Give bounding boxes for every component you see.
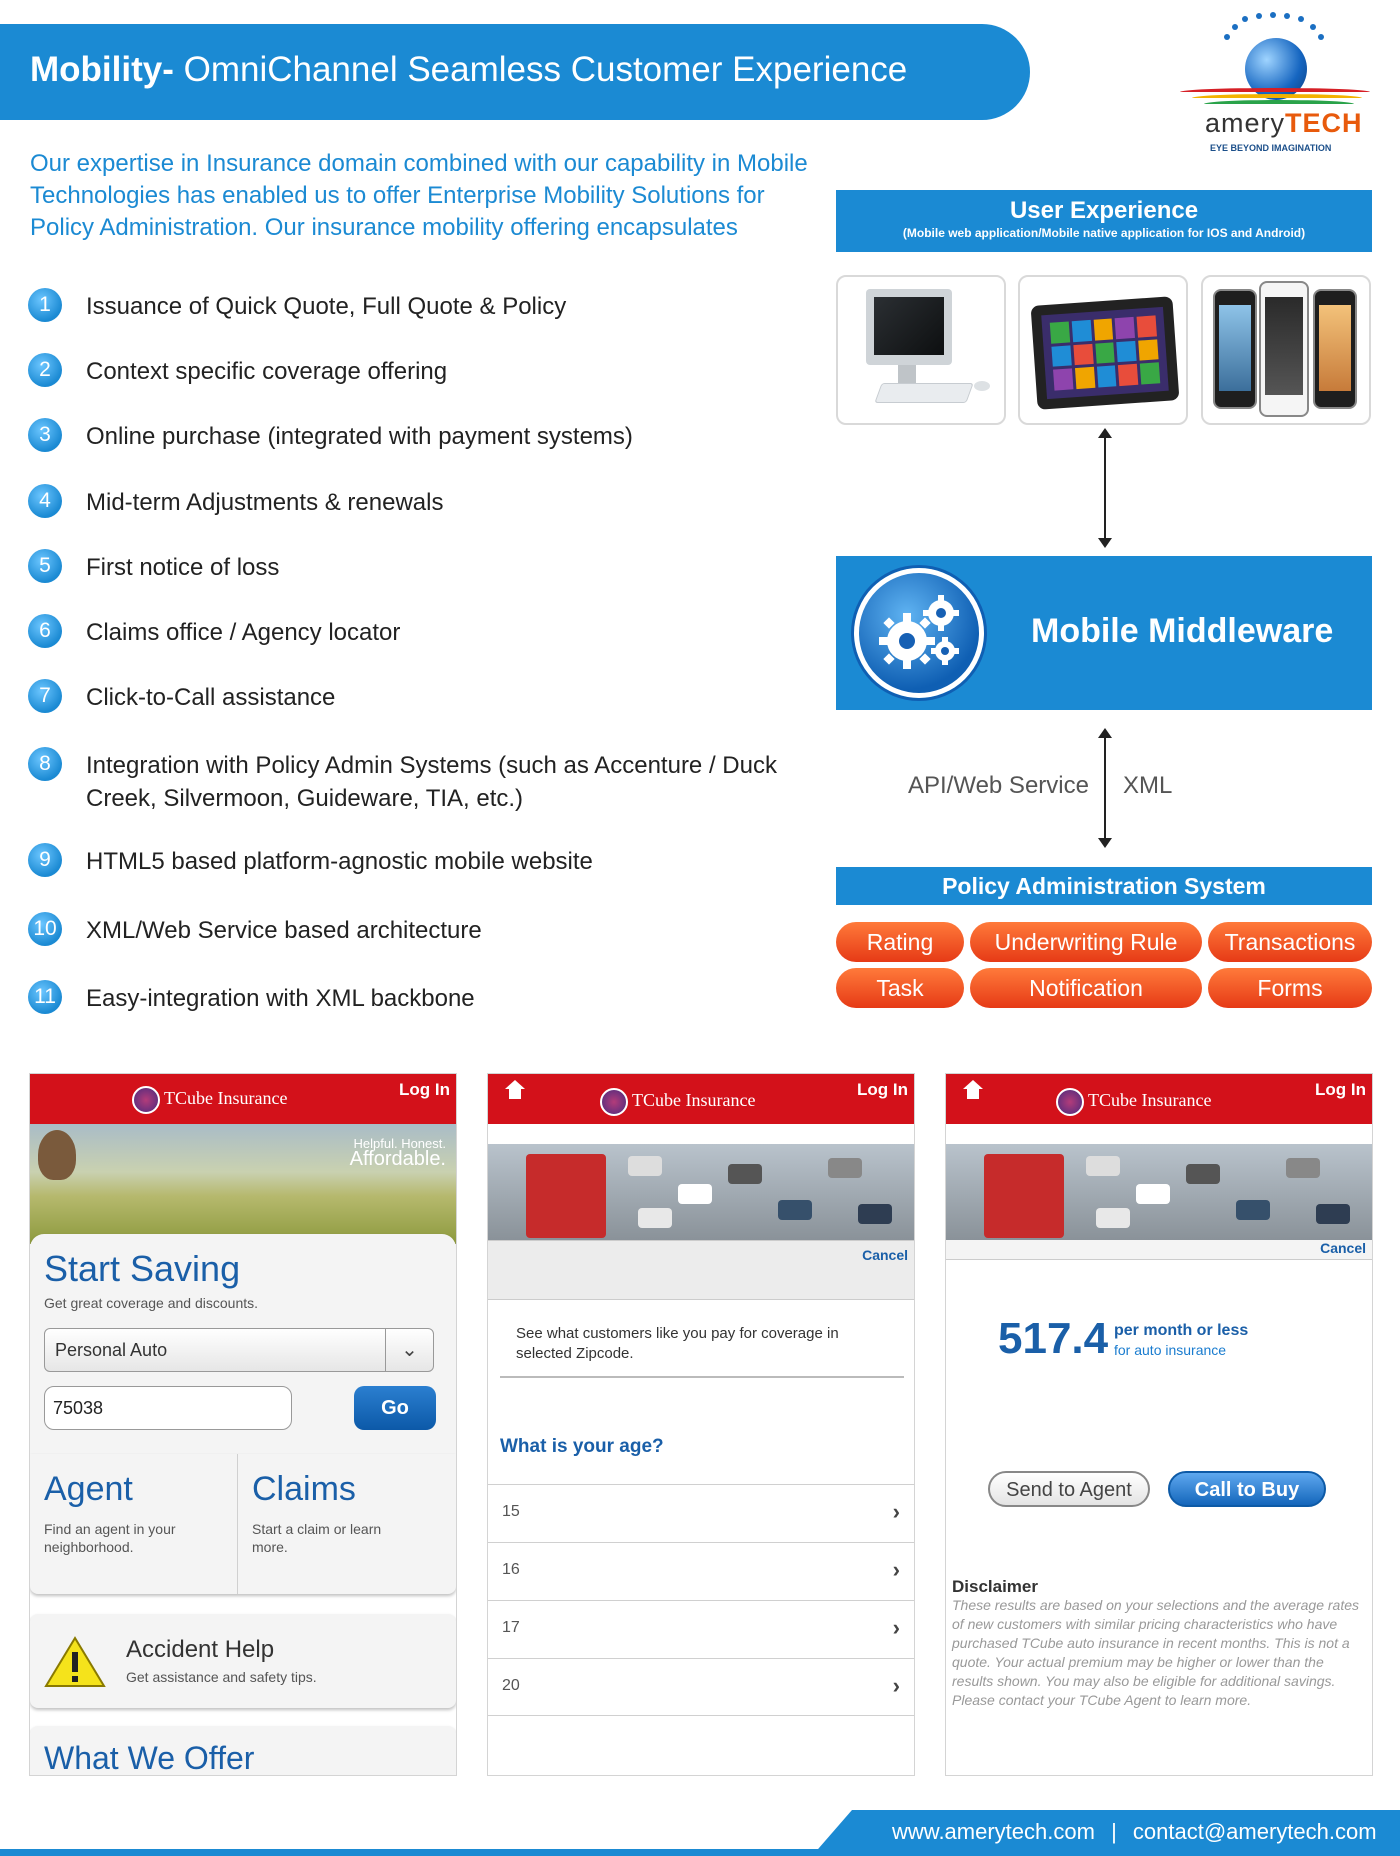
feature-text: Issuance of Quick Quote, Full Quote & Policy xyxy=(86,293,567,320)
feature-text: Click-to-Call assistance xyxy=(86,684,336,711)
mobile-screen-home xyxy=(29,1073,457,1776)
agent-claims-card xyxy=(30,1454,456,1594)
feature-text: Mid-term Adjustments & renewals xyxy=(86,489,444,516)
login-link[interactable]: Log In xyxy=(399,1080,450,1099)
feature-text: Integration with Policy Admin Systems (such as Accenture / Duck Creek, Silvermoon, Guideware, TIA, etc.) xyxy=(86,752,777,812)
feature-item xyxy=(28,355,828,388)
agent-subtitle: Find an agent in your neighborhood. xyxy=(44,1521,176,1555)
header-banner xyxy=(0,24,1030,120)
gears-icon xyxy=(854,568,984,698)
traffic-photo xyxy=(946,1144,1372,1240)
number-badge: 3 xyxy=(28,418,62,452)
tcube-logo-icon xyxy=(132,1086,160,1114)
middleware-title: Mobile Middleware xyxy=(1031,612,1334,650)
age-question: What is your age? xyxy=(500,1436,664,1457)
coverage-intro: See what customers like you pay for coverage in selected Zipcode. xyxy=(516,1325,839,1362)
tcube-brand: TCube Insurance xyxy=(1056,1088,1211,1116)
number-badge: 5 xyxy=(28,549,62,583)
tcube-brand: TCube Insurance xyxy=(600,1088,755,1116)
mobile-middleware-box xyxy=(836,556,1372,710)
quote-price: 517.4 xyxy=(998,1314,1109,1363)
user-experience-title: User Experience xyxy=(1009,197,1199,224)
call-to-buy-button[interactable]: Call to Buy xyxy=(1168,1471,1326,1507)
go-button[interactable]: Go xyxy=(354,1386,436,1430)
phone-icon xyxy=(1259,281,1309,417)
start-saving-subtitle: Get great coverage and discounts. xyxy=(44,1295,259,1311)
footer-contact xyxy=(892,1819,1377,1845)
feature-item xyxy=(28,290,828,323)
feature-text: HTML5 based platform-agnostic mobile website xyxy=(86,848,593,875)
hero-tagline-large: Affordable. xyxy=(349,1148,446,1170)
feature-text: Context specific coverage offering xyxy=(86,358,448,385)
footer-bar xyxy=(852,1810,1400,1856)
accident-help-card[interactable] xyxy=(30,1614,456,1708)
policy-admin-band: Policy Administration System xyxy=(836,867,1372,905)
logo-tagline: EYE BEYOND IMAGINATION xyxy=(1210,143,1332,153)
feature-text: Claims office / Agency locator xyxy=(86,619,401,646)
age-option[interactable]: 15 › xyxy=(488,1484,914,1542)
age-option[interactable]: 20 › xyxy=(488,1658,914,1716)
age-option[interactable]: 17 › xyxy=(488,1600,914,1658)
accident-help-title: Accident Help xyxy=(126,1636,275,1663)
home-icon[interactable] xyxy=(964,1088,982,1104)
home-icon[interactable] xyxy=(506,1088,524,1104)
cancel-bar xyxy=(488,1240,914,1300)
zip-input[interactable]: 75038 xyxy=(44,1386,292,1430)
claims-tile[interactable] xyxy=(238,1454,456,1594)
feature-text: XML/Web Service based architecture xyxy=(86,917,482,944)
number-badge: 7 xyxy=(28,679,62,713)
module-pill-task: Task xyxy=(836,968,964,1008)
tablet-icon xyxy=(1031,296,1180,410)
warning-icon xyxy=(44,1636,106,1688)
cancel-link[interactable]: Cancel xyxy=(1320,1240,1366,1256)
api-label: API/Web Service xyxy=(908,772,1089,799)
driver-image xyxy=(38,1130,76,1180)
app-header xyxy=(946,1074,1372,1124)
monitor-icon xyxy=(866,289,952,365)
keyboard-icon xyxy=(874,383,973,403)
claims-subtitle: Start a claim or learn more. xyxy=(252,1521,382,1555)
accident-help-subtitle: Get assistance and safety tips. xyxy=(126,1669,317,1685)
login-link[interactable]: Log In xyxy=(1315,1080,1366,1099)
amerytech-logo xyxy=(1170,10,1390,153)
number-badge: 8 xyxy=(28,747,62,781)
feature-item xyxy=(28,616,828,649)
footer-separator: | xyxy=(1111,1819,1117,1844)
feature-item xyxy=(28,982,828,1015)
phone-icon xyxy=(1313,289,1357,409)
agent-tile[interactable] xyxy=(30,1454,236,1594)
logo-wordmark: ameryTECH xyxy=(1205,108,1363,138)
send-to-agent-button[interactable]: Send to Agent xyxy=(988,1471,1150,1507)
feature-item xyxy=(28,749,828,815)
start-saving-title: Start Saving xyxy=(44,1248,241,1289)
xml-label: XML xyxy=(1123,772,1173,799)
what-we-offer-title: What We Offer xyxy=(44,1740,255,1776)
feature-item xyxy=(28,486,828,519)
cancel-bar xyxy=(946,1240,1372,1260)
chevron-right-icon: › xyxy=(892,1557,900,1582)
agent-title: Agent xyxy=(44,1470,133,1508)
chevron-right-icon: › xyxy=(892,1615,900,1640)
smartphone-device-image xyxy=(1201,275,1371,425)
chevron-down-icon: ⌄ xyxy=(385,1329,433,1371)
website-link[interactable]: www.amerytech.com xyxy=(892,1819,1095,1844)
user-experience-band xyxy=(836,190,1372,252)
user-experience-subtitle: (Mobile web application/Mobile native application for IOS and Android) xyxy=(902,226,1306,240)
desktop-device-image xyxy=(836,275,1006,425)
phone-icon xyxy=(1213,289,1257,409)
page-title: Mobility- OmniChannel Seamless Customer Experience xyxy=(30,50,908,89)
tcube-logo-icon xyxy=(600,1088,628,1116)
feature-item xyxy=(28,845,828,878)
mobile-screen-age xyxy=(487,1073,915,1776)
hero-tagline: Helpful. Honest. xyxy=(353,1136,446,1151)
chevron-right-icon: › xyxy=(892,1499,900,1524)
bidirectional-arrow-icon xyxy=(1104,730,1106,846)
coverage-select[interactable]: Personal Auto ⌄ xyxy=(44,1328,434,1372)
module-pill-transactions: Transactions xyxy=(1208,922,1372,962)
number-badge: 9 xyxy=(28,843,62,877)
feature-text: Online purchase (integrated with payment systems) xyxy=(86,423,633,450)
tablet-device-image xyxy=(1018,275,1188,425)
hero-banner xyxy=(30,1124,456,1244)
bidirectional-arrow-icon xyxy=(1104,430,1106,546)
feature-item xyxy=(28,420,828,453)
feature-text: Easy-integration with XML backbone xyxy=(86,985,475,1012)
cancel-link[interactable]: Cancel xyxy=(862,1247,908,1263)
number-badge: 2 xyxy=(28,353,62,387)
number-badge: 11 xyxy=(28,980,62,1014)
module-pill-rating: Rating xyxy=(836,922,964,962)
traffic-photo xyxy=(488,1144,914,1240)
divider xyxy=(500,1376,904,1378)
mouse-icon xyxy=(974,381,990,391)
tcube-brand: TCube Insurance xyxy=(132,1086,287,1114)
disclaimer-text: These results are based on your selections and the average rates of new customers with similar pricing characteristics who have purchased TCube auto insurance in recent months. This is not a quote. Your actual premium may be higher or lower than the results shown. You may also be eligible for additional savings. Please contact your TCube Agent to learn more. xyxy=(952,1597,1360,1708)
number-badge: 1 xyxy=(28,288,62,322)
module-pill-notification: Notification xyxy=(970,968,1202,1008)
intro-paragraph: Our expertise in Insurance domain combined with our capability in Mobile Technologies has enabled us to offer Enterprise Mobility Solutions for Policy Administration. Our insurance mobility offering encapsulates xyxy=(30,150,808,241)
claims-title: Claims xyxy=(252,1470,356,1508)
tcube-logo-icon xyxy=(1056,1088,1084,1116)
start-saving-card xyxy=(30,1234,456,1464)
disclaimer-title: Disclaimer xyxy=(952,1577,1038,1596)
chevron-right-icon: › xyxy=(892,1673,900,1698)
price-product: for auto insurance xyxy=(1114,1342,1227,1358)
number-badge: 6 xyxy=(28,614,62,648)
mobile-screen-quote xyxy=(945,1073,1373,1776)
feature-item xyxy=(28,914,828,947)
module-pill-forms: Forms xyxy=(1208,968,1372,1008)
age-option[interactable]: 16 › xyxy=(488,1542,914,1600)
login-link[interactable]: Log In xyxy=(857,1080,908,1099)
app-header xyxy=(488,1074,914,1124)
what-we-offer-card[interactable] xyxy=(30,1726,456,1776)
feature-item xyxy=(28,551,828,584)
feature-text: First notice of loss xyxy=(86,554,280,581)
price-period: per month or less xyxy=(1114,1322,1249,1339)
number-badge: 4 xyxy=(28,484,62,518)
email-link[interactable]: contact@amerytech.com xyxy=(1132,1819,1377,1844)
number-badge: 10 xyxy=(28,912,62,946)
module-pill-underwriting: Underwriting Rule xyxy=(970,922,1202,962)
feature-item xyxy=(28,681,828,714)
app-header xyxy=(30,1074,456,1124)
